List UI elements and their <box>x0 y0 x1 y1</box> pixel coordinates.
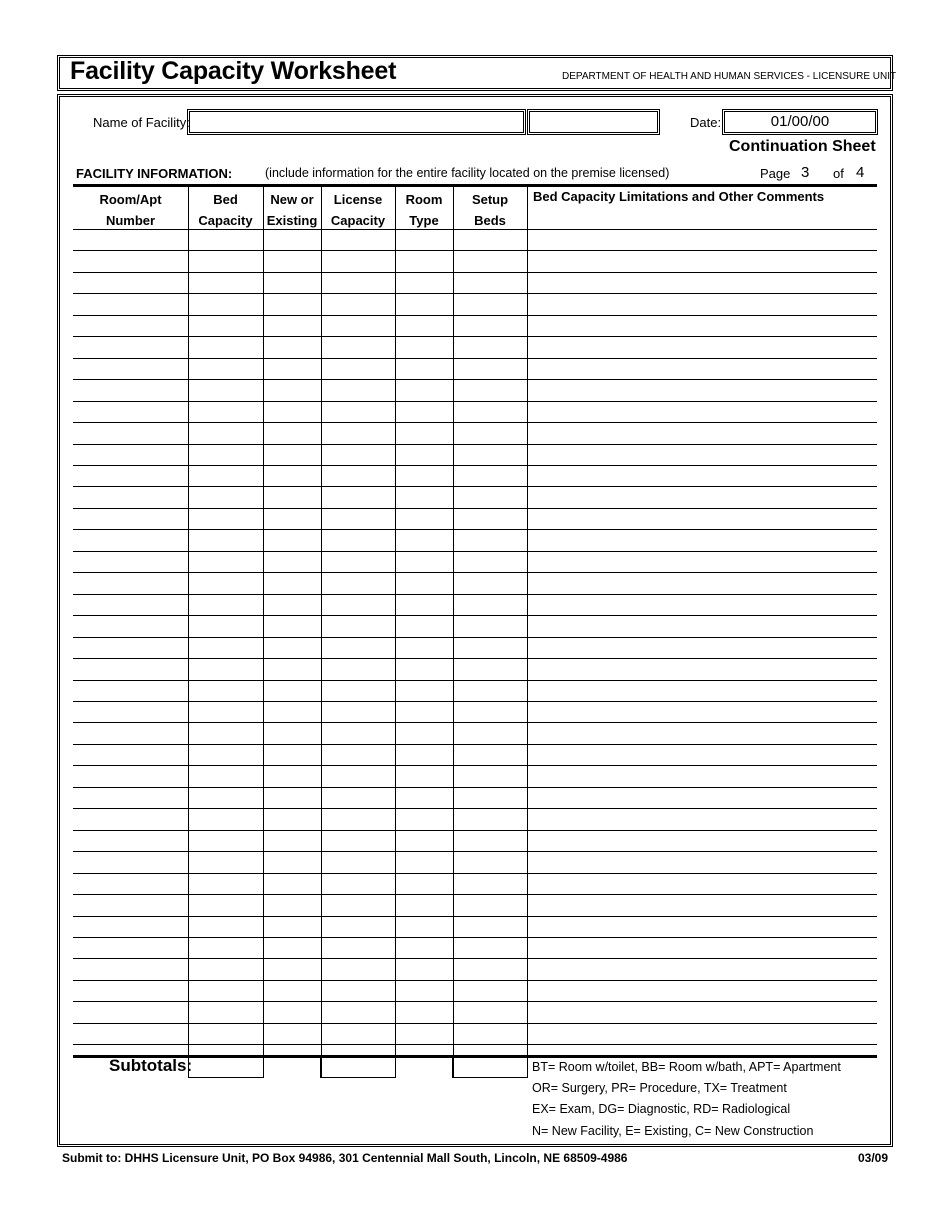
date-field[interactable]: 01/00/00 <box>722 109 878 135</box>
department-label: DEPARTMENT OF HEALTH AND HUMAN SERVICES - LICENSURE UNIT <box>562 71 897 82</box>
table-row[interactable] <box>73 873 877 874</box>
table-row[interactable] <box>73 358 877 359</box>
table-row[interactable] <box>73 229 877 230</box>
column-separator <box>453 187 454 1078</box>
table-row[interactable] <box>73 701 877 702</box>
submit-to-address: Submit to: DHHS Licensure Unit, PO Box 94986, 301 Centennial Mall South, Lincoln, NE 68509-4986 <box>62 1151 628 1165</box>
table-row[interactable] <box>73 465 877 466</box>
table-row[interactable] <box>73 765 877 766</box>
col-header-license-capacity: License Capacity <box>330 192 386 228</box>
legend-room-types: BT= Room w/toilet, BB= Room w/bath, APT= Apartment <box>532 1060 841 1074</box>
legend-exam-types: EX= Exam, DG= Diagnostic, RD= Radiological <box>532 1102 791 1116</box>
date-label: Date: <box>690 115 722 130</box>
col-header-new-or-existing: New or Existing <box>266 192 318 228</box>
legend-facility-status: N= New Facility, E= Existing, C= New Construction <box>532 1124 814 1138</box>
table-row[interactable] <box>73 379 877 380</box>
revision-date: 03/09 <box>858 1151 889 1165</box>
table-row[interactable] <box>73 658 877 659</box>
table-row[interactable] <box>73 1044 877 1045</box>
table-row[interactable] <box>73 830 877 831</box>
table-row[interactable] <box>73 508 877 509</box>
table-row[interactable] <box>73 894 877 895</box>
facility-name-label: Name of Facility: <box>93 115 190 130</box>
table-row[interactable] <box>73 551 877 552</box>
table-row[interactable] <box>73 680 877 681</box>
column-separator <box>527 187 528 1078</box>
col-header-room-number: Room/Apt Number <box>99 192 162 228</box>
legend-procedure-types: OR= Surgery, PR= Procedure, TX= Treatment <box>532 1081 787 1095</box>
table-row[interactable] <box>73 744 877 745</box>
col-header-bed-capacity: Bed Capacity <box>198 192 253 228</box>
table-row[interactable] <box>73 787 877 788</box>
facility-information-note: (include information for the entire facility located on the premise licensed) <box>265 166 670 180</box>
subtotal-license-capacity-field[interactable] <box>320 1057 396 1078</box>
total-pages[interactable]: 4 <box>856 164 865 181</box>
table-row[interactable] <box>73 615 877 616</box>
table-row[interactable] <box>73 958 877 959</box>
table-row[interactable] <box>73 1001 877 1002</box>
table-row[interactable] <box>73 980 877 981</box>
table-row[interactable] <box>73 293 877 294</box>
table-row[interactable] <box>73 851 877 852</box>
table-row[interactable] <box>73 572 877 573</box>
table-row[interactable] <box>73 401 877 402</box>
col-header-setup-beds: Setup Beds <box>471 192 509 228</box>
table-row[interactable] <box>73 529 877 530</box>
table-row[interactable] <box>73 272 877 273</box>
col-header-room-type: Room Type <box>405 192 443 228</box>
col-header-comments: Bed Capacity Limitations and Other Comments <box>533 189 825 204</box>
column-separator <box>395 187 396 1078</box>
page-number[interactable]: 3 <box>801 164 810 181</box>
table-row[interactable] <box>73 336 877 337</box>
continuation-sheet-label: Continuation Sheet <box>729 138 876 155</box>
subtotal-bed-capacity-field[interactable] <box>188 1057 264 1078</box>
table-row[interactable] <box>73 594 877 595</box>
table-row[interactable] <box>73 722 877 723</box>
table-row[interactable] <box>73 422 877 423</box>
table-row[interactable] <box>73 486 877 487</box>
column-separator <box>263 187 264 1078</box>
facility-information-label: FACILITY INFORMATION: <box>76 166 233 181</box>
column-separator <box>188 187 189 1078</box>
table-row[interactable] <box>73 250 877 251</box>
of-label: of <box>833 166 844 181</box>
table-row[interactable] <box>73 937 877 938</box>
subtotals-label: Subtotals: <box>109 1056 193 1075</box>
subtotal-setup-beds-field[interactable] <box>452 1057 528 1078</box>
page-label: Page <box>760 166 791 181</box>
table-row[interactable] <box>73 916 877 917</box>
table-row[interactable] <box>73 637 877 638</box>
page-title: Facility Capacity Worksheet <box>70 57 397 85</box>
table-row[interactable] <box>73 808 877 809</box>
column-separator <box>321 187 322 1078</box>
table-row[interactable] <box>73 444 877 445</box>
table-row[interactable] <box>73 315 877 316</box>
table-row[interactable] <box>73 1023 877 1024</box>
